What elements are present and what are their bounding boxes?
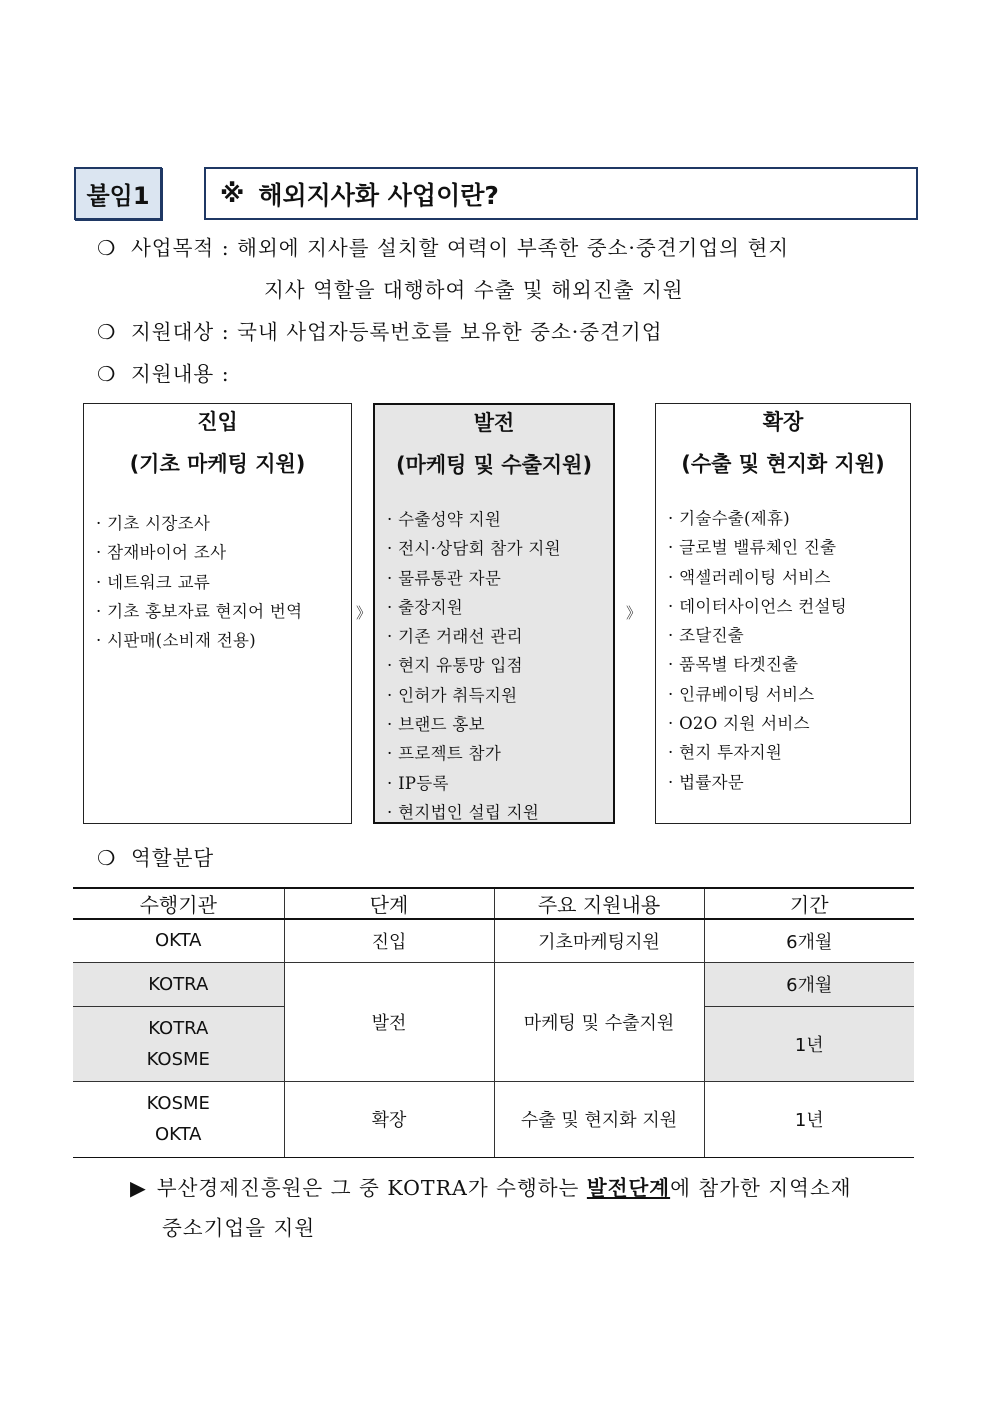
purpose-text-1: 해외에 지사를 설치할 여력이 부족한 중소·중견기업의 현지 — [237, 236, 790, 260]
page-title — [204, 167, 918, 220]
reference-mark: ※ — [220, 179, 245, 208]
page-title-text: 해외지사화 사업이란? — [258, 180, 499, 210]
purpose-label: 사업목적 : — [131, 236, 230, 260]
list-item: · O2O 지원 서비스 — [668, 714, 810, 734]
bullet-circle-icon: ❍ — [97, 362, 117, 386]
stage-item-list — [387, 505, 561, 827]
list-item: · 잠재바이어 조사 — [96, 543, 227, 563]
stage-title: 확장 — [762, 410, 804, 434]
stage-box-development — [373, 403, 615, 824]
list-item: · 네트워크 교류 — [96, 572, 211, 592]
list-item: · 법률자문 — [668, 772, 745, 792]
table-row — [73, 1081, 914, 1157]
list-item: · IP등록 — [387, 773, 449, 793]
list-item: · 인허가 취득지원 — [387, 685, 518, 705]
content-cell: 기초마케팅지원 — [494, 919, 704, 962]
org-cell: KOTRA — [73, 962, 284, 1006]
stage-box-entry — [83, 403, 352, 824]
attachment-tag — [74, 167, 162, 220]
period-cell: 1년 — [704, 1006, 914, 1081]
list-item: · 프로젝트 참가 — [387, 744, 502, 764]
target-text: 국내 사업자등록번호를 보유한 중소·중견기업 — [237, 320, 663, 344]
stage-item-list — [668, 504, 847, 797]
roles-table — [73, 887, 914, 1158]
list-item: · 전시·상담회 참가 지원 — [387, 539, 561, 559]
table-row — [73, 919, 914, 962]
org-name: OKTA — [155, 1124, 202, 1145]
stage-title: 발전 — [473, 411, 515, 435]
target-label: 지원대상 : — [131, 320, 230, 344]
org-name: KOSME — [146, 1093, 210, 1114]
content-line — [97, 357, 230, 387]
stage-cell: 발전 — [284, 962, 494, 1081]
period-cell: 1년 — [704, 1081, 914, 1157]
period-cell: 6개월 — [704, 919, 914, 962]
arrow-icon: 》 — [356, 604, 372, 622]
list-item: · 현지 투자지원 — [668, 743, 783, 763]
content-cell: 수출 및 현지화 지원 — [494, 1081, 704, 1157]
note-emphasis: 발전단계 — [586, 1176, 671, 1200]
arrow-icon: 》 — [626, 604, 642, 622]
org-cell — [73, 1006, 284, 1081]
list-item: · 물류통관 자문 — [387, 568, 502, 588]
list-item: · 출장지원 — [387, 597, 464, 617]
stage-cell: 확장 — [284, 1081, 494, 1157]
stage-subtitle: (마케팅 및 수출지원) — [395, 453, 593, 477]
stage-subtitle: (기초 마케팅 지원) — [129, 452, 306, 476]
list-item: · 기술수출(제휴) — [668, 509, 790, 528]
note-line-1 — [130, 1171, 852, 1201]
list-item: · 데이터사이언스 컨설팅 — [668, 596, 848, 616]
list-item: · 품목별 타겟진출 — [668, 655, 799, 675]
note-text-2: 중소기업을 지원 — [162, 1216, 316, 1240]
bullet-circle-icon: ❍ — [97, 320, 117, 344]
triangle-bullet-icon: ▶ — [130, 1176, 147, 1200]
period-cell: 6개월 — [704, 962, 914, 1006]
bullet-circle-icon: ❍ — [97, 846, 117, 870]
purpose-line-2 — [264, 273, 684, 303]
table-row — [73, 962, 914, 1006]
org-cell: OKTA — [73, 919, 284, 962]
list-item: · 기존 거래선 관리 — [387, 627, 523, 647]
purpose-text-2: 지사 역할을 대행하여 수출 및 해외진출 지원 — [264, 278, 684, 302]
roles-label: 역할분담 — [131, 846, 215, 870]
stage-cell: 진입 — [284, 919, 494, 962]
table-header-row — [73, 888, 914, 919]
list-item: · 시판매(소비재 전용) — [96, 631, 257, 651]
list-item: · 기초 시장조사 — [96, 514, 211, 533]
org-cell — [73, 1081, 284, 1157]
list-item: · 기초 홍보자료 현지어 번역 — [96, 601, 303, 621]
content-label: 지원내용 : — [131, 362, 230, 386]
column-header: 주요 지원내용 — [494, 888, 704, 919]
column-header: 단계 — [284, 888, 494, 919]
list-item: · 인큐베이팅 서비스 — [668, 684, 815, 704]
column-header: 기간 — [704, 888, 914, 919]
list-item: · 글로벌 밸류체인 진출 — [668, 538, 837, 558]
list-item: · 수출성약 지원 — [387, 510, 502, 529]
note-text-pre: 부산경제진흥원은 그 중 KOTRA가 수행하는 — [156, 1176, 580, 1200]
list-item: · 현지법인 설립 지원 — [387, 802, 540, 822]
list-item: · 브랜드 홍보 — [387, 715, 485, 735]
roles-line — [97, 841, 214, 871]
content-cell: 마케팅 및 수출지원 — [494, 962, 704, 1081]
stage-box-expansion — [655, 403, 911, 824]
purpose-line-1 — [97, 231, 789, 261]
list-item: · 조달진출 — [668, 626, 745, 646]
stage-subtitle: (수출 및 현지화 지원) — [681, 452, 885, 476]
org-name: KOSME — [146, 1048, 210, 1070]
target-line — [97, 315, 663, 345]
attachment-tag-label: 붙임1 — [86, 182, 150, 210]
column-header: 수행기관 — [73, 888, 284, 919]
note-line-2 — [162, 1211, 315, 1241]
note-text-post: 에 참가한 지역소재 — [670, 1176, 852, 1200]
bullet-circle-icon: ❍ — [97, 236, 117, 260]
list-item: · 액셀러레이팅 서비스 — [668, 567, 831, 587]
stage-title: 진입 — [197, 410, 238, 434]
list-item: · 현지 유통망 입점 — [387, 656, 523, 676]
org-name: KOTRA — [148, 1017, 209, 1039]
stage-item-list — [96, 509, 302, 655]
